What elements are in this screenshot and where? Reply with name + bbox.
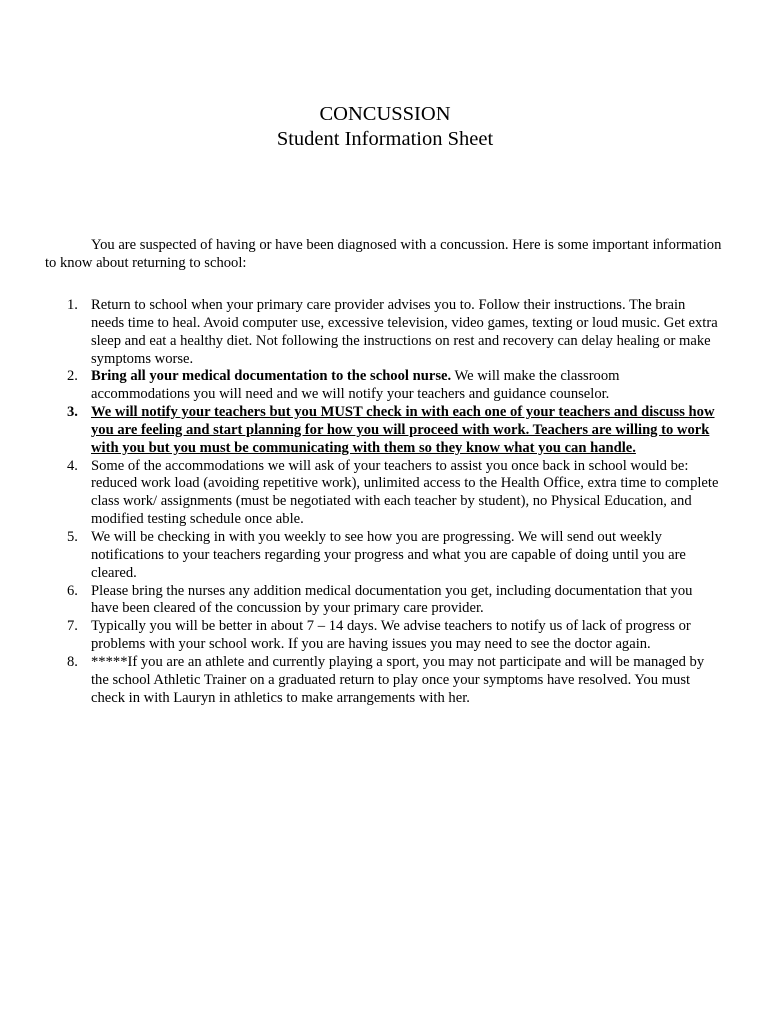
list-item [0,368,770,404]
list-item-number: 5. [67,528,78,545]
list-item-text: Typically you will be better in about 7 – 14 days. We advise teachers to notify us of lack of progress or problems with your school work. If you are having issues you may need to see the doctor again. [91,618,691,653]
intro-paragraph: You are suspected of having or have been diagnosed with a concussion. Here is some important information to know about returning to school: [45,237,722,271]
list-item-number: 2. [67,368,78,385]
list-item-text: We will make the classroom accommodations you will need and we will notify your teachers and guidance counselor. [91,368,620,403]
information-list [0,297,770,707]
list-item [0,618,770,654]
list-item-text: Return to school when your primary care provider advises you to. Follow their instructions. The brain needs time to heal. Avoid computer use, excessive television, video games, texting or loud music. Get extra sleep and eat a healthy diet. Not following the instructions on rest and recovery can delay healing or make symptoms worse. [91,297,718,367]
list-item-bold-lead: Bring all your medical documentation to the school nurse. [91,368,452,385]
list-item [0,583,770,619]
list-item-number: 7. [67,618,78,635]
list-item [0,297,770,368]
list-item-number: 3. [67,404,78,421]
list-item [0,458,770,529]
list-item-text: *****If you are an athlete and currently playing a sport, you may not participate and will be managed by the school Athletic Trainer on a graduated return to play once your symptoms have resolved. You must check in with Lauryn in athletics to make arrangements with her. [91,653,705,706]
list-item-emphasized [0,404,770,458]
list-item-text: We will be checking in with you weekly to see how you are progressing. We will send out weekly notifications to your teachers regarding your progress and what you are capable of doing until you are cleared. [91,528,686,581]
list-item-number: 6. [67,582,78,599]
list-item-number: 4. [67,457,78,474]
list-item-text: Please bring the nurses any addition medical documentation you get, including documentation that you have been cleared of the concussion by your primary care provider. [91,582,693,617]
list-item-text: Some of the accommodations we will ask of your teachers to assist you once back in school would be: reduced work load (avoiding repetitive work), unlimited access to the Health Office, extra time to complete class work/ assignments (must be negotiated with each teacher by student), no Physical Education, and modified testing schedule once able. [91,457,719,528]
title-block [0,102,770,152]
document-title: CONCUSSION [319,103,451,125]
list-item [0,654,770,708]
document-subtitle: Student Information Sheet [276,128,494,150]
list-item [0,529,770,583]
list-item-text: We will notify your teachers but you MUST check in with each one of your teachers and discuss how you are feeling and start planning for how you will proceed with work. Teachers are willing to work with you but you must be communicating with them so they know what you can handle. [91,404,715,456]
list-item-number: 1. [67,297,78,313]
list-item-number: 8. [67,653,78,670]
